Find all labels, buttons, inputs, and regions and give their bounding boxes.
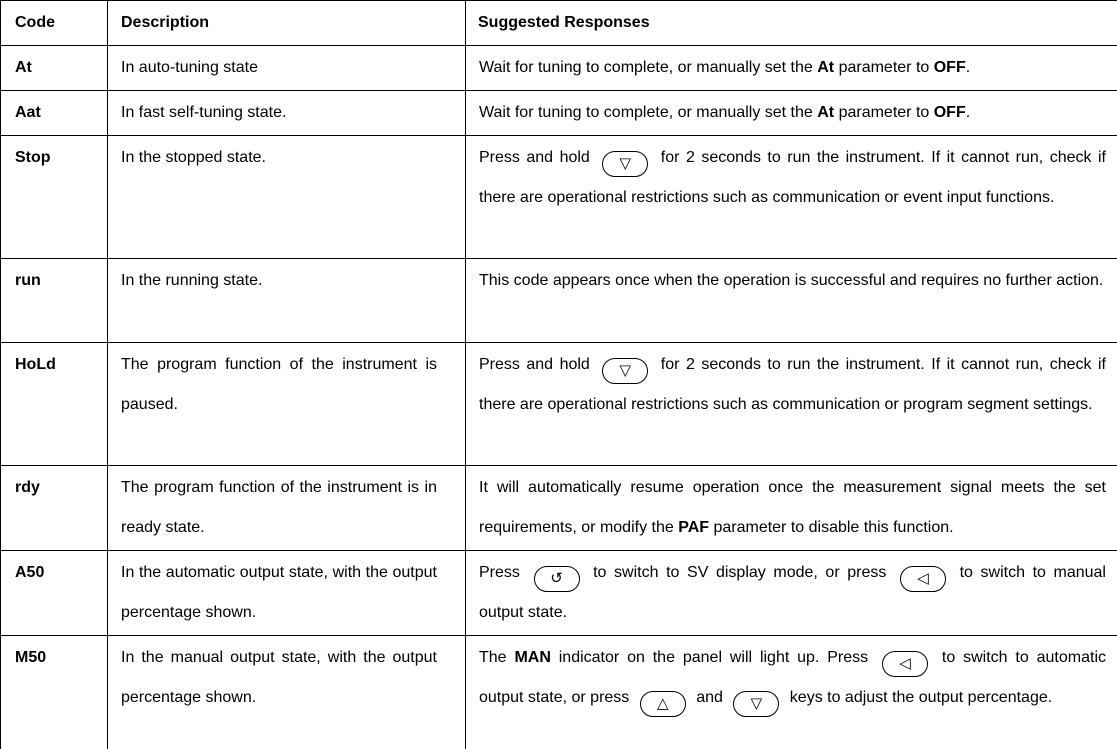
code-cell: rdy: [1, 466, 108, 551]
text-run: The program function of the instrument is paused.: [121, 356, 437, 413]
table-row: [1, 136, 1117, 259]
text-run: for 2 seconds to run the instrument. If it cannot run, check if there are operational restrictions such as communication or program segment settings.: [479, 356, 1106, 413]
bold-text: PAF: [678, 519, 710, 536]
down-arrow-key-icon: ▽: [602, 358, 648, 384]
description-cell: [108, 136, 466, 259]
header-description: Description: [108, 1, 466, 46]
header-row: [1, 1, 1117, 46]
bold-text: MAN: [514, 649, 551, 666]
description-cell: [108, 551, 466, 636]
text-run: .: [965, 104, 971, 121]
text-run: Wait for tuning to complete, or manually set the: [479, 59, 818, 76]
bold-text: OFF: [933, 59, 966, 76]
text-run: and: [691, 689, 728, 706]
description-cell: [108, 466, 466, 551]
table-row: [1, 466, 1117, 551]
text-run: In the manual output state, with the output percentage shown.: [121, 649, 437, 706]
code-cell: run: [1, 259, 108, 343]
description-cell: [108, 343, 466, 466]
cycle-key-icon: ↺: [534, 566, 580, 592]
table-body: [1, 46, 1117, 749]
code-cell: A50: [1, 551, 108, 636]
text-run: parameter to: [834, 59, 934, 76]
code-cell: Aat: [1, 91, 108, 136]
text-run: keys to adjust the output percentage.: [785, 689, 1053, 706]
text-run: to switch to SV display mode, or press: [585, 564, 894, 581]
text-run: Wait for tuning to complete, or manually set the: [479, 104, 818, 121]
table-row: [1, 259, 1117, 343]
bold-text: OFF: [933, 104, 966, 121]
table-header: [1, 1, 1117, 46]
code-cell: M50: [1, 636, 108, 749]
table-row: [1, 343, 1117, 466]
response-cell: [466, 91, 1117, 136]
down-arrow-key-icon: ▽: [602, 151, 648, 177]
text-run: Press and hold: [479, 149, 597, 166]
down-arrow-key-icon: ▽: [733, 691, 779, 717]
text-run: This code appears once when the operation is successful and requires no further action.: [479, 272, 1104, 289]
text-run: Press and hold: [479, 356, 597, 373]
response-cell: [466, 636, 1117, 749]
description-cell: [108, 46, 466, 91]
text-run: The program function of the instrument is in ready state.: [121, 479, 437, 536]
description-cell: [108, 636, 466, 749]
bold-text: At: [817, 104, 835, 121]
text-run: Press: [479, 564, 528, 581]
code-cell: At: [1, 46, 108, 91]
table-row: [1, 46, 1117, 91]
text-run: In the stopped state.: [121, 149, 266, 166]
table-row: [1, 551, 1117, 636]
description-cell: [108, 91, 466, 136]
code-cell: Stop: [1, 136, 108, 259]
response-cell: [466, 136, 1117, 259]
text-run: It will automatically resume operation once the measurement signal meets the set requirements, or modify the: [479, 479, 1106, 536]
up-arrow-key-icon: △: [640, 691, 686, 717]
text-run: The: [479, 649, 515, 666]
text-run: In auto-tuning state: [121, 59, 258, 76]
text-run: to switch to manual output state.: [479, 564, 1106, 621]
response-cell: [466, 466, 1117, 551]
text-run: for 2 seconds to run the instrument. If it cannot run, check if there are operational restrictions such as communication or event input functions.: [479, 149, 1106, 206]
code-cell: HoLd: [1, 343, 108, 466]
text-run: to switch to automatic output state, or press: [479, 649, 1106, 706]
text-run: In the running state.: [121, 272, 263, 289]
description-cell: [108, 259, 466, 343]
response-cell: [466, 259, 1117, 343]
text-run: indicator on the panel will light up. Press: [550, 649, 877, 666]
text-run: parameter to disable this function.: [709, 519, 954, 536]
table-row: [1, 636, 1117, 749]
left-arrow-key-icon: ◁: [900, 566, 946, 592]
text-run: In fast self-tuning state.: [121, 104, 287, 121]
response-cell: [466, 551, 1117, 636]
left-arrow-key-icon: ◁: [882, 651, 928, 677]
header-code: Code: [1, 1, 108, 46]
text-run: parameter to: [834, 104, 934, 121]
bold-text: At: [817, 59, 835, 76]
response-cell: [466, 343, 1117, 466]
response-cell: [466, 46, 1117, 91]
text-run: In the automatic output state, with the output percentage shown.: [121, 564, 437, 621]
header-suggested-responses: Suggested Responses: [466, 1, 1117, 46]
table-row: [1, 91, 1117, 136]
text-run: .: [965, 59, 971, 76]
